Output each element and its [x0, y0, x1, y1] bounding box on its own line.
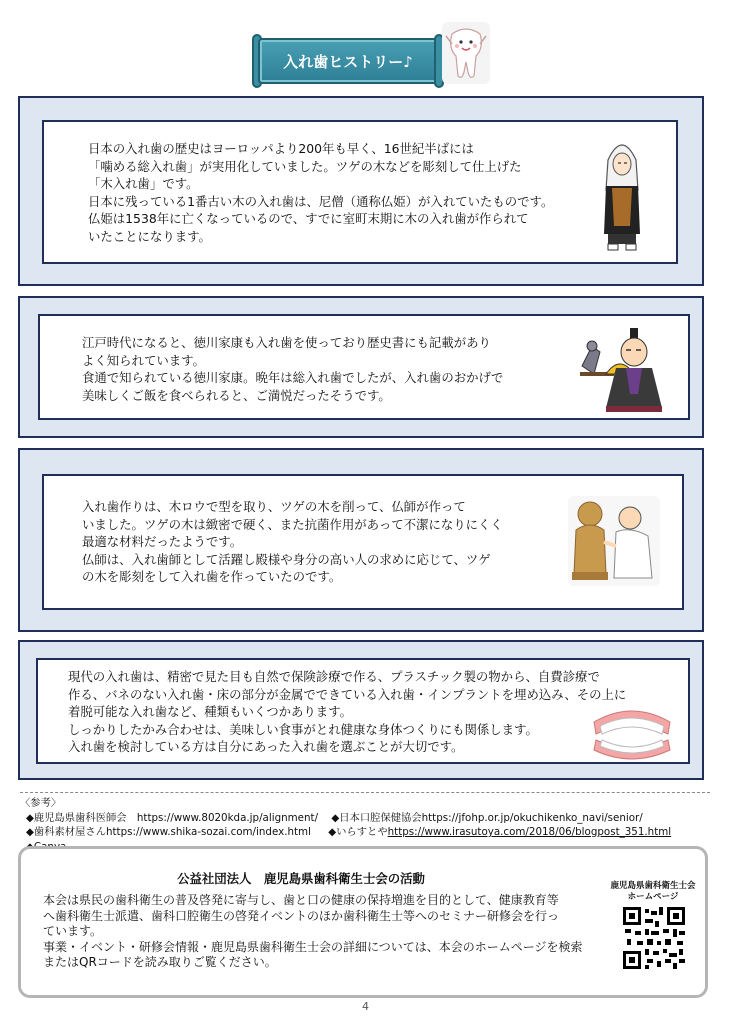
text-line: よく知られています。 [82, 352, 205, 368]
text-line: いたことになります。 [88, 228, 211, 244]
text-line: 仏師は、入れ歯師として活躍し殿様や身分の高い人の求めに応じて、ツゲ [82, 551, 491, 567]
text-line: 作る、バネのない入れ歯・床の部分が金属でできている入れ歯・インプラントを埋め込み、その上に [68, 686, 627, 702]
association-info-box [18, 846, 708, 998]
text-line: 入れ歯を検討している方は自分にあった入れ歯を選ぶことが大切です。 [68, 739, 464, 754]
text-line: 最適な材料だったようです。 [82, 534, 243, 549]
references-row-2 [20, 825, 710, 840]
text-line: 仏姫は1538年に亡くなっているので、すでに室町末期に木の入れ歯が作られて [88, 211, 529, 226]
section-ieyasu [18, 296, 704, 438]
reference-link[interactable]: ◆日本口腔保健協会https://jfohp.or.jp/okuchikenko_navi/senior/ [331, 811, 643, 824]
text-line: 日本の入れ歯の歴史はヨーロッパより200年も早く、16世紀半ばには [88, 141, 474, 156]
qr-label-line: 鹿児島県歯科衛生士会 [610, 881, 696, 891]
text-line: 着脱可能な入れ歯など、種類もいくつかあります。 [68, 704, 352, 719]
reference-link-prefix: ◆いらすとや [328, 826, 388, 838]
references-divider [20, 792, 710, 793]
section-history-nun-box [42, 120, 678, 264]
reference-link[interactable]: ◆鹿児島県歯科医師会 https://www.8020kda.jp/alignment/ [26, 811, 319, 824]
text-line: 本会は県民の歯科衛生の普及啓発に寄与し、歯と口の健康の保持増進を目的として、健康教育等 [43, 893, 559, 907]
references-row-1 [20, 811, 710, 826]
text-line: 日本に残っている1番古い木の入れ歯は、尼僧（通称仏姫）が入れていたものです。 [88, 193, 554, 209]
section-busshi [18, 448, 704, 632]
text-line: いました。ツゲの木は緻密で硬く、また抗菌作用があって不潔になりにくく [82, 516, 503, 532]
text-line: 江戸時代になると、徳川家康も入れ歯を使っており歴史書にも記載があり [82, 335, 491, 350]
text-line: の木を彫刻をして入れ歯を作っていたのです。 [82, 569, 342, 584]
qr-label [609, 881, 697, 903]
busshi-carving-illustration-icon [568, 496, 660, 586]
association-body [43, 893, 613, 971]
ieyasu-with-hawk-illustration-icon [576, 324, 668, 414]
text-line: 現代の入れ歯は、精密で見た目も自然で保険診療で作る、プラスチック製の物から、自費診療で [68, 669, 600, 684]
section-modern-dentures [18, 640, 704, 780]
text-line: 食通で知られている徳川家康。晩年は総入れ歯でしたが、入れ歯のおかげで [82, 370, 504, 385]
section-history-nun [18, 96, 704, 286]
qr-code-icon[interactable] [621, 905, 687, 971]
text-line: 事業・イベント・研修会情報・鹿児島県歯科衛生士会の詳細については、本会のホームページを検索 [43, 939, 583, 954]
denture-illustration-icon [590, 706, 674, 762]
nun-illustration-icon [598, 130, 646, 254]
reference-link[interactable]: https://www.irasutoya.com/2018/06/blogpost_351.html [387, 826, 672, 838]
text-line: 「木入れ歯」です。 [88, 176, 199, 191]
tooth-character-icon [442, 22, 490, 84]
text-line: またはQRコードを読み取りご覧ください。 [43, 955, 277, 970]
qr-label-line: ホームページ [627, 892, 679, 902]
reference-link[interactable]: ◆歯科素材屋さんhttps://www.shika-sozai.com/index.html [26, 826, 311, 838]
title-banner [258, 38, 438, 84]
text-line: へ歯科衛生士派遣、歯科口腔衛生の啓発イベントのほか歯科衛生士等へのセミナー研修会を行っ [43, 908, 560, 923]
references-heading: 〈参考〉 [20, 797, 62, 809]
page-number: 4 [362, 1000, 369, 1013]
text-line: ています。 [43, 924, 103, 939]
text-line: しっかりしたかみ合わせは、美味しい食事がとれ健康な身体つくりにも関係します。 [68, 721, 538, 737]
text-line: 入れ歯作りは、木ロウで型を取り、ツゲの木を削って、仏師が作って [82, 499, 466, 514]
text-line: 「噛める総入れ歯」が実用化していました。ツゲの木などを彫刻して仕上げた [88, 158, 522, 174]
page-title: 入れ歯ヒストリー♪ [258, 38, 438, 84]
text-line: 美味しくご飯を食べられると、ご満悦だったそうです。 [82, 387, 391, 403]
association-title: 公益社団法人 鹿児島県歯科衛生士会の活動 [177, 871, 425, 886]
